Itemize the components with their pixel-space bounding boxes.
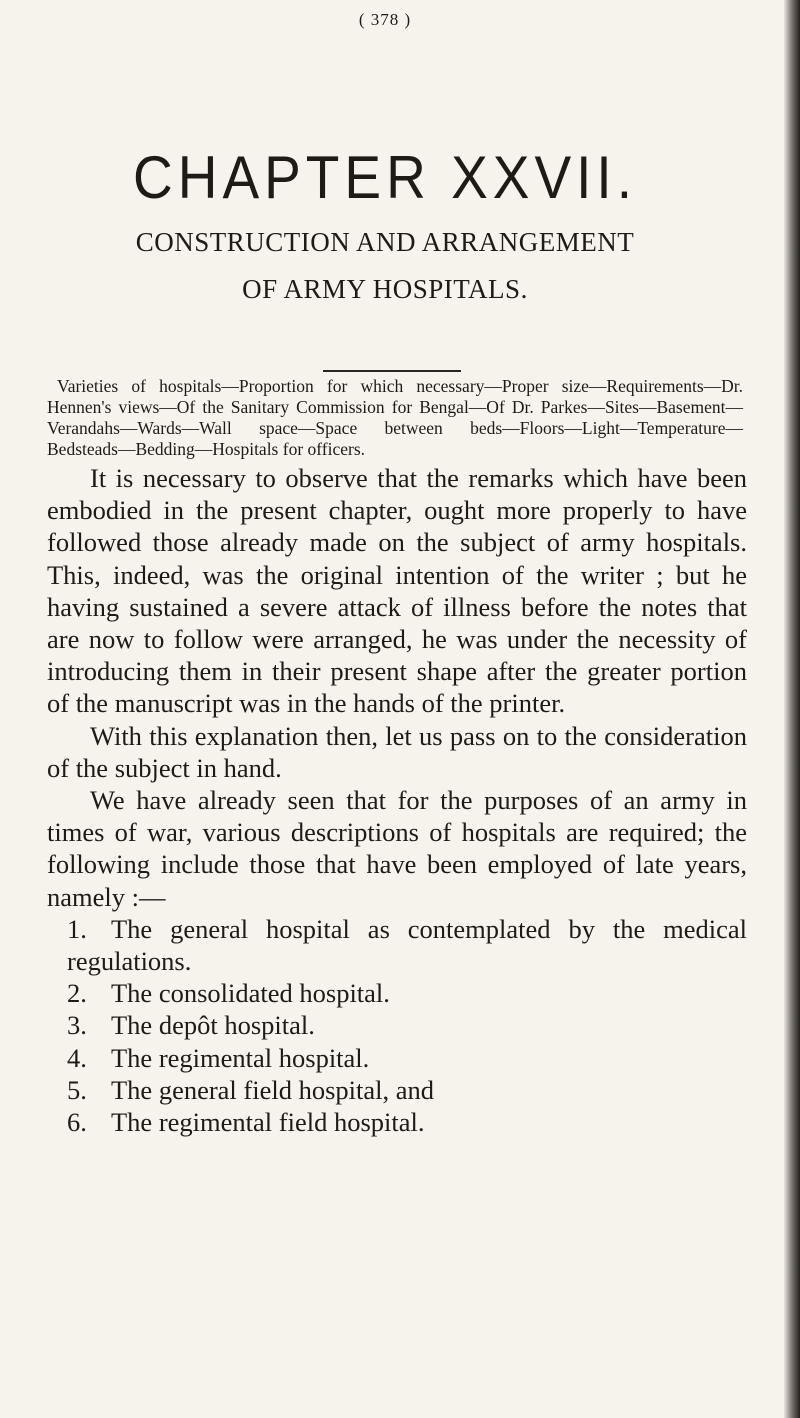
list-item (47, 1009, 747, 1041)
body-text (47, 462, 747, 1138)
chapter-title: CHAPTER XXVII. (133, 142, 637, 212)
list-item-number: 6. (67, 1107, 87, 1138)
paragraph: We have already seen that for the purposes of an army in times of war, various descriptions of hospitals are required; the following include those that have been employed of late years, namely :— (47, 785, 747, 912)
list-item-number: 5. (67, 1074, 87, 1105)
divider-rule (323, 370, 461, 372)
list-item-number: 4. (67, 1042, 87, 1073)
list-item (47, 913, 747, 977)
list-item (47, 977, 747, 1009)
list-item (47, 1074, 747, 1106)
hospital-types-list (47, 913, 747, 1138)
list-item-text: The consolidated hospital. (111, 978, 390, 1009)
list-item (47, 1042, 747, 1074)
list-item-number: 1. (67, 913, 87, 944)
list-item-text: The general hospital as contemplated by the medical regulations. (67, 913, 747, 977)
chapter-subtitle-line-1: CONSTRUCTION AND ARRANGEMENT (135, 227, 635, 257)
chapter-synopsis: Varieties of hospitals—Proportion for which necessary—Proper size—Requirements—Dr. Hennen's views—Of the Sanitary Commission for Bengal—Of Dr. Parkes—Sites—Basement—Verandahs—Wards—Wall space—Space between beds—Floors—Light—Temperature—Bedsteads—Bedding—Hospitals for officers. (47, 376, 743, 459)
chapter-subtitle-line-2: OF ARMY HOSPITALS. (242, 274, 528, 304)
list-item-number: 2. (67, 978, 87, 1009)
page-number: ( 378 ) (358, 10, 412, 29)
page-edge-shadow (784, 0, 800, 1418)
list-item (47, 1106, 747, 1138)
list-item-text: The general field hospital, and (111, 1074, 435, 1105)
list-item-number: 3. (67, 1010, 87, 1041)
list-item-text: The regimental field hospital. (111, 1107, 425, 1138)
paragraph: With this explanation then, let us pass on to the consideration of the subject in hand. (47, 720, 747, 783)
list-item-text: The depôt hospital. (111, 1010, 315, 1041)
list-item-text: The regimental hospital. (111, 1042, 370, 1073)
paragraph: It is necessary to observe that the remarks which have been embodied in the present chapter, ought more properly to have followed those already made on the subject of army hospitals. This, indeed, was the original intention of the writer ; but he having sustained a severe attack of illness before the notes that are now to follow were arranged, he was under the necessity of introducing them in their present shape after the greater portion of the manuscript was in the hands of the printer. (47, 463, 747, 719)
